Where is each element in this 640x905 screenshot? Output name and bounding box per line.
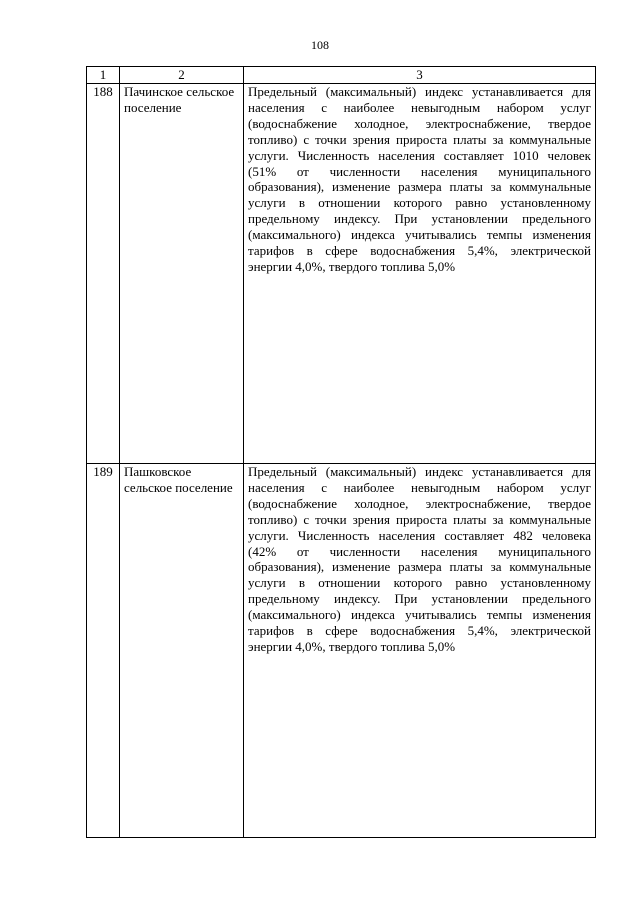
- settlement-name: Пачинское сельское поселение: [120, 84, 244, 464]
- tariff-index-table: [86, 66, 596, 838]
- settlement-name: Пашковское сельское поселение: [120, 464, 244, 838]
- column-header-1: 1: [87, 67, 120, 84]
- column-header-3: 3: [244, 67, 596, 84]
- row-number: 188: [87, 84, 120, 464]
- page-number: 108: [311, 38, 329, 52]
- table-header-row: [87, 67, 596, 84]
- index-description: Предельный (максимальный) индекс устанавливается для населения с наиболее невыгодным набором услуг (водоснабжение холодное, электроснабжение, твердое топливо) с точки зрения прироста платы за коммунальные услуги. Численность населения составляет 1010 человек (51% от численности населения муниципального образования), изменение размера платы за коммунальные услуги в отношении которого равно установленному предельному индексу. При установлении предельного (максимального) индекса учитывались темпы изменения тарифов в сфере водоснабжения 5,4%, электрической энергии 4,0%, твердого топлива 5,0%: [244, 84, 596, 464]
- table-row: [87, 84, 596, 464]
- index-description: Предельный (максимальный) индекс устанавливается для населения с наиболее невыгодным набором услуг (водоснабжение холодное, электроснабжение, твердое топливо) с точки зрения прироста платы за коммунальные услуги. Численность населения составляет 482 человека (42% от численности населения муниципального образования), изменение размера платы за коммунальные услуги в отношении которого равно установленному предельному индексу. При установлении предельного (максимального) индекса учитывались темпы изменения тарифов в сфере водоснабжения 5,4%, электрической энергии 4,0%, твердого топлива 5,0%: [244, 464, 596, 838]
- table-row: [87, 464, 596, 838]
- row-number: 189: [87, 464, 120, 838]
- column-header-2: 2: [120, 67, 244, 84]
